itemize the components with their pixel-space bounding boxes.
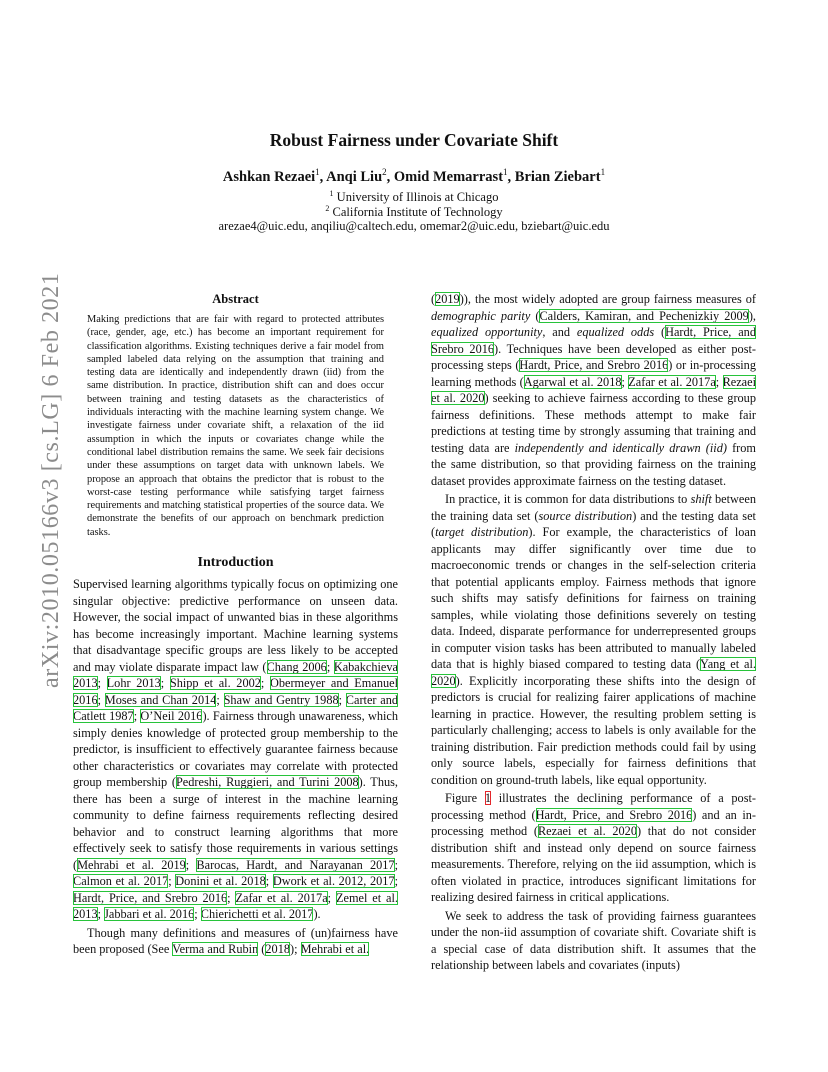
- author-name: Anqi Liu: [326, 168, 383, 185]
- text-run: ;: [168, 874, 176, 889]
- text-run: illustrates the declining performance of a post-processing method (: [431, 791, 756, 822]
- text-run: ;: [394, 857, 398, 872]
- citation-link[interactable]: Obermeyer and Emanuel 2016: [73, 676, 398, 707]
- citation-link[interactable]: Yang et al. 2020: [431, 657, 756, 688]
- text-run: ) or in-processing learning methods (: [431, 358, 756, 389]
- intro-paragraph-5: [431, 908, 756, 974]
- citation-link[interactable]: Hardt, Price, and Srebro 2016: [431, 325, 756, 356]
- emphasis-text: source distribution: [538, 508, 633, 523]
- abstract-heading: Abstract: [212, 292, 259, 306]
- affiliation-2-text: California Institute of Technology: [329, 205, 503, 220]
- author-emails: arezae4@uic.edu, anqiliu@caltech.edu, omemar2@uic.edu, bziebart@uic.edu: [218, 219, 610, 233]
- citation-link[interactable]: Kabakchieva 2013: [73, 659, 398, 691]
- text-run: ;: [621, 374, 629, 389]
- text-run: (: [258, 942, 266, 957]
- citation-link[interactable]: O’Neil 2016: [140, 709, 203, 724]
- author-list: Ashkan Rezaei$^1$, Anqi Liu$^2$, Omid Memarrast$^1$, Brian Ziebart$^1$: [222, 167, 606, 185]
- text-run: between the training data set (: [431, 492, 756, 523]
- intro-paragraph-3: [431, 491, 756, 788]
- citation-link[interactable]: Donini et al. 2018: [175, 874, 266, 889]
- citation-link[interactable]: Hardt, Price, and Srebro 2016: [535, 807, 693, 822]
- text-run: Supervised learning algorithms typically focus on optimizing one singular objective: predictive performance on unseen data. However, the social impact of unwanted bias in these algorithms has become increasingly important. Machine learning systems that disadvantage specific groups are less likely to be accepted and may violate disparate impact law (: [73, 577, 398, 674]
- citation-link[interactable]: Hardt, Price, and Srebro 2016: [73, 890, 228, 905]
- citation-link[interactable]: Lohr 2013: [106, 676, 161, 691]
- citation-link[interactable]: Barocas, Hardt, and Narayanan 2017: [196, 857, 395, 872]
- citation-link[interactable]: Shipp et al. 2002: [169, 676, 261, 691]
- citation-link[interactable]: Zafar et al. 2017a: [235, 890, 328, 905]
- citation-link[interactable]: Rezaei et al. 2020: [537, 824, 637, 838]
- arxiv-identifier-stamp: arXiv:2010.05166v3 [cs.LG] 6 Feb 2021: [38, 272, 64, 688]
- author-name: Omid Memarrast: [393, 168, 504, 185]
- right-column: [431, 291, 756, 974]
- text-run: ) and the testing data set (: [431, 508, 756, 539]
- text-run: )), the most widely adopted are group fairness measures of: [459, 292, 756, 306]
- citation-link[interactable]: Verma and Rubin: [172, 942, 259, 957]
- text-run: , and: [542, 325, 577, 339]
- text-run: ),: [748, 308, 756, 323]
- author-affiliation-marker: 1: [600, 167, 606, 177]
- affiliation-2: [0, 204, 828, 220]
- text-run: ;: [394, 874, 398, 889]
- text-run: ) that do not consider distribution shift and instead only depend on source fairness measurements. Therefore, relying on the iid assumption, which is often violated in practice, introduces significant limitations for realizing desired fairness in critical applications.: [431, 824, 756, 904]
- citation-link[interactable]: Dwork et al. 2012, 2017: [272, 874, 395, 889]
- emphasis-text: equalized odds: [576, 325, 655, 339]
- text-run: We seek to address the task of providing fairness guarantees under the non-iid assumption of covariate shift. Covariate shift is a special case of data distribution shift. It assumes that the relationship between labels and covariates (inputs): [431, 908, 756, 972]
- text-run: ;: [216, 692, 224, 707]
- text-run: (: [431, 292, 436, 306]
- citation-link[interactable]: Mehrabi et al.: [300, 942, 370, 957]
- emphasis-text: equalized opportunity: [431, 325, 543, 339]
- text-run: ;: [265, 874, 273, 889]
- text-run: ;: [227, 890, 236, 905]
- author-name: Brian Ziebart: [514, 168, 601, 185]
- text-run: In practice, it is common for data distributions to: [445, 492, 691, 506]
- author-name: Ashkan Rezaei: [222, 168, 316, 185]
- text-run: ). For example, the characteristics of loan applicants may differ significantly over time due to macroeconomic trends or changes in the self-selection criteria that potential applicants employ. Fairness methods that ignore such shifts may satisfy definitions for fairness on training samples, while violating those definitions severely on testing data. Indeed, disparate performance for underrepresented groups in computer vision tasks has been attributed to manually labeled data that is highly biased compared to testing data (: [431, 525, 757, 671]
- text-run: ;: [260, 676, 270, 691]
- text-run: ;: [194, 907, 201, 922]
- text-run: ;: [160, 676, 170, 691]
- text-run: Though many definitions and measures of (un)fairness have been proposed (See: [73, 925, 398, 957]
- text-run: ). Explicitly incorporating these shifts into the design of predictors is crucial for realizing fairer applications of machine learning in practice. However, the resulting problem setting is particularly challenging; access to labels is only available for the training distribution. Fair prediction methods could fail by using only source labels, especially for fairness definitions that condition on ground-truth labels, like equal opportunity.: [431, 673, 756, 787]
- text-run: ) seeking to achieve fairness according to these group fairness definitions. These methods attempt to make fair predictions at testing time by strongly assuming that training and testing data are: [431, 391, 756, 455]
- citation-link[interactable]: Chang 2006: [266, 659, 327, 674]
- affiliation-2-marker: 2: [325, 204, 330, 213]
- citation-link[interactable]: Carter and Catlett 1987: [73, 692, 399, 724]
- text-run: ). Thus, there has been a surge of interest in the machine learning community to define fairness requirements reflecting desired behavior and to construct learning algorithms that more effectively seek to satisfy those requirements in various settings (: [73, 775, 398, 872]
- text-run: ) and an in-processing method (: [431, 807, 756, 838]
- citation-link[interactable]: Zafar et al. 2017a: [628, 374, 716, 389]
- paper-title: Robust Fairness under Covariate Shift: [269, 130, 559, 150]
- emphasis-text: independently and identically drawn (iid): [514, 440, 727, 455]
- citation-link[interactable]: Calders, Kamiran, and Pechenizkiy 2009: [539, 308, 749, 323]
- text-run: ;: [715, 374, 723, 389]
- author-affiliation-marker: 2: [382, 167, 387, 177]
- figure-reference-link[interactable]: 1: [484, 791, 491, 805]
- text-run: ;: [97, 907, 105, 922]
- citation-link[interactable]: Hardt, Price, and Srebro 2016: [519, 358, 669, 372]
- text-run: ;: [338, 692, 346, 707]
- text-run: Figure: [445, 791, 485, 805]
- intro-paragraph-2-continued: [431, 291, 756, 489]
- citation-link[interactable]: Moses and Chan 2014: [104, 692, 217, 707]
- intro-paragraph-2: [73, 925, 398, 958]
- author-affiliation-marker: 1: [503, 167, 508, 177]
- text-run: ;: [133, 709, 141, 724]
- citation-link[interactable]: 2019: [435, 292, 460, 306]
- citation-link[interactable]: Rezaei et al. 2020: [431, 374, 757, 405]
- emphasis-text: shift: [690, 492, 712, 506]
- text-run: (: [530, 308, 540, 323]
- text-run: ;: [97, 692, 105, 707]
- text-run: ). Fairness through unawareness, which simply denies knowledge of protected group membership to the predictor, is insufficient to effectively guarantee fairness because other characteristics or covariates may correlate with protected group membership (: [73, 709, 399, 790]
- emphasis-text: demographic parity: [431, 308, 531, 323]
- left-column: [73, 292, 398, 958]
- text-run: ;: [326, 659, 334, 674]
- citation-link[interactable]: Pedreshi, Ruggieri, and Turini 2008: [175, 775, 359, 790]
- citation-link[interactable]: Chierichetti et al. 2017: [200, 907, 314, 922]
- citation-link[interactable]: Shaw and Gentry 1988: [223, 692, 339, 707]
- affiliation-1-marker: 1: [329, 189, 334, 198]
- author-affiliation-marker: 1: [315, 167, 320, 177]
- text-run: ). Techniques have been developed as either post-processing steps (: [431, 341, 757, 372]
- text-run: ;: [185, 857, 197, 872]
- text-run: ).: [313, 907, 321, 922]
- intro-paragraph-4: [431, 790, 756, 906]
- citation-link[interactable]: Agarwal et al. 2018: [523, 374, 622, 389]
- text-run: ;: [327, 890, 336, 905]
- citation-link[interactable]: Jabbari et al. 2016: [104, 907, 195, 922]
- emphasis-text: target distribution: [435, 525, 529, 539]
- citation-link[interactable]: Mehrabi et al. 2019: [77, 857, 186, 872]
- text-run: (: [654, 325, 666, 339]
- affiliation-1: [0, 189, 828, 205]
- text-run: from the same distribution, so that providing fairness on the training dataset provides approximate fairness on the testing dataset.: [431, 440, 756, 488]
- intro-paragraph-1: [73, 576, 398, 923]
- abstract-body: Making predictions that are fair with regard to protected attributes (race, gender, age, etc.) has become an important requirement for classification algorithms. Existing techniques derive a fair model from sampled labeled data relying on the assumption that training and testing data are identically and independently drawn (iid) from the same distribution. In practice, distribution shift can and does occur between training and testing datasets as the characteristics of individuals interacting with the machine learning system change. We investigate fairness under covariate shift, a relaxation of the iid assumption in which the inputs or covariates change while the conditional label distribution remains the same. We seek fair decisions under these assumptions on target data with unknown labels. We propose an approach that obtains the predictor that is robust to the worst-case testing performance while satisfying target fairness requirements and matching statistical properties of the source data. We demonstrate the benefits of our approach on benchmark prediction tasks.: [87, 314, 384, 538]
- text-run: ;: [97, 676, 107, 691]
- citation-link[interactable]: Zemel et al. 2013: [73, 890, 399, 922]
- citation-link[interactable]: Calmon et al. 2017: [73, 874, 169, 889]
- affiliation-1-text: University of Illinois at Chicago: [333, 190, 499, 205]
- citation-link[interactable]: 2018: [265, 942, 290, 957]
- text-run: );: [289, 942, 301, 957]
- introduction-heading: Introduction: [197, 555, 274, 571]
